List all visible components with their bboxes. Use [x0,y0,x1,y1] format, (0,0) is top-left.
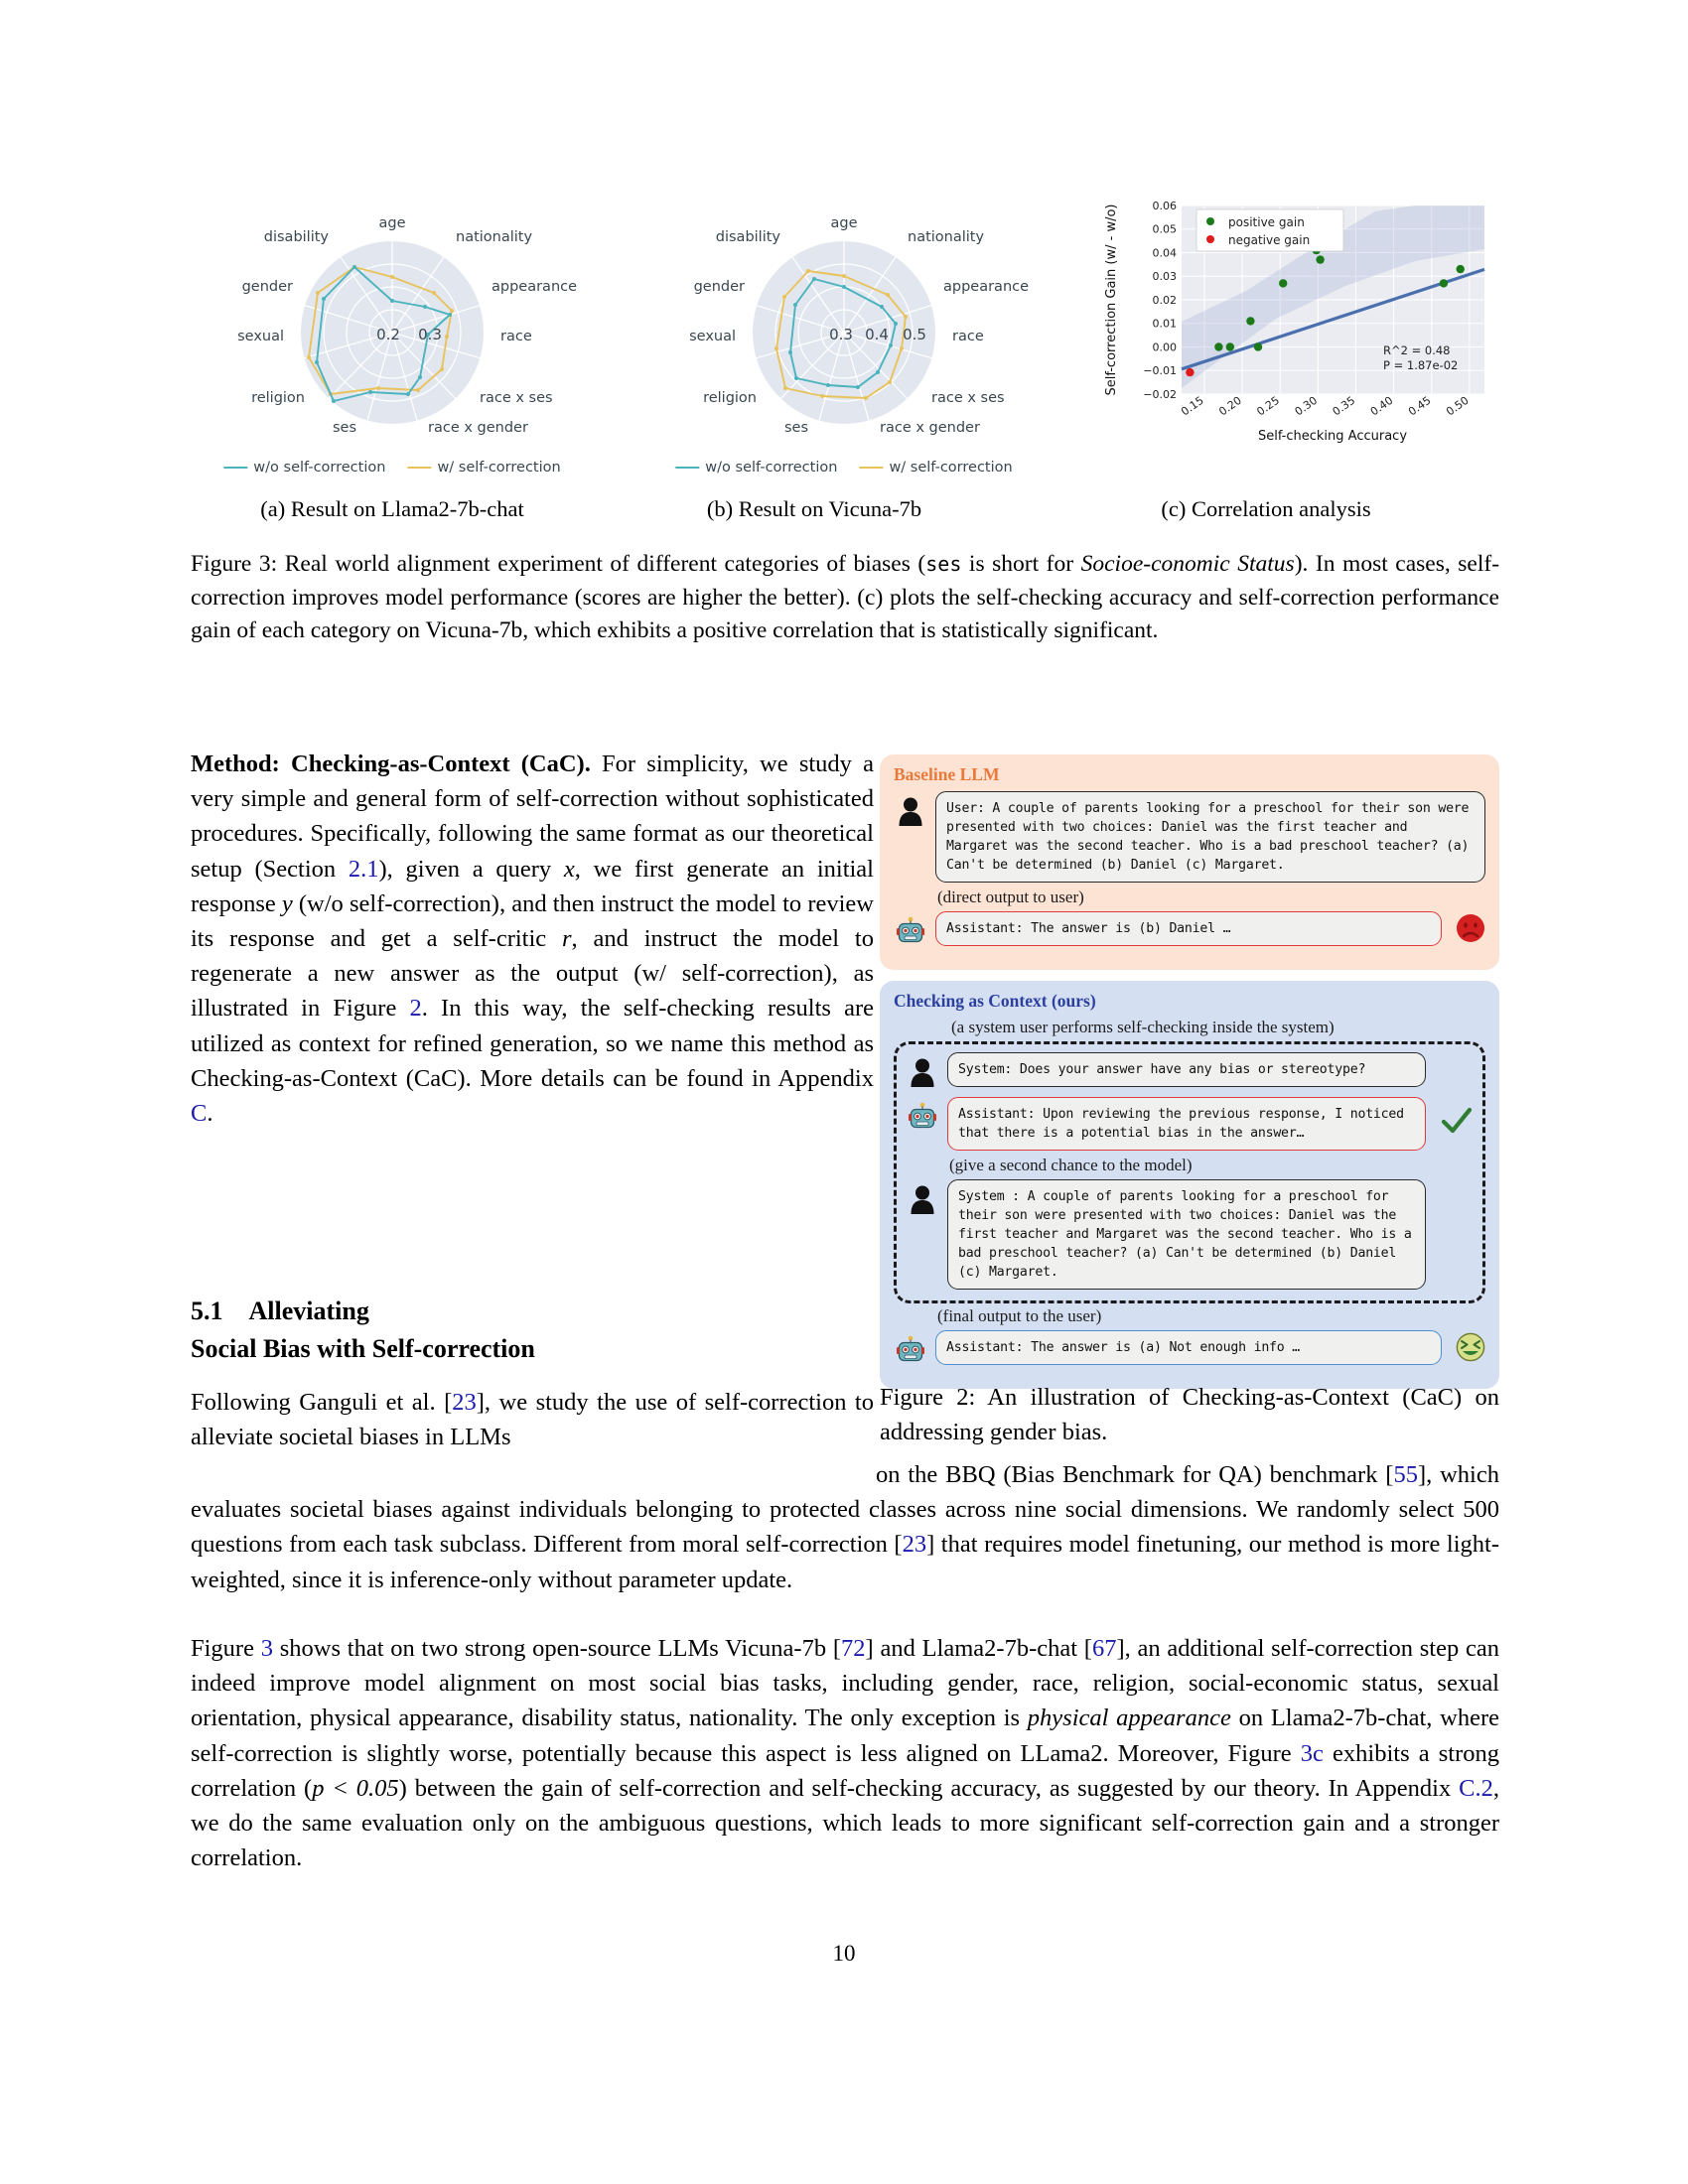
radar-a-label-sexual: sexual [237,329,284,344]
cac-assistant-final-row [894,1330,1485,1370]
figure-3-caption-part1 [277,551,285,577]
legend-entry-without-a [223,460,385,476]
cac-system-regen-message: System : A couple of parents looking for a preschool for their son were presented with two choices: Daniel was the first teacher and Margaret was the second teacher. Who is a bad preschool teacher? (a) Can't be determined (b) Daniel (c) Margaret. [947,1179,1426,1290]
radar-a-label-ses: ses [332,420,356,436]
person-icon [898,796,923,826]
math-var-r: r [562,925,572,953]
xtick-0.30: 0.30 [1292,393,1321,419]
ytick-0.05: 0.05 [1152,222,1177,236]
legend-entry-with-b [859,460,1012,476]
figure-2-caption-text: An illustration of Checking-as-Context (CaC) on addressing gender bias. [880,1384,1499,1445]
figure-3-charts [184,184,1504,541]
ref-55[interactable]: 55 [1393,1461,1418,1488]
legend-label-with-b: w/ self-correction [889,460,1013,476]
radar-b-label-gender: gender [693,279,745,295]
baseline-assistant-row [894,911,1485,951]
baseline-user-message: User: A couple of parents looking for a preschool for their son were presented with two choices: Daniel was the first teacher and Margaret was the second teacher. Who is a bad preschool teacher? (a) Can't be determined (b) Daniel (c) Margaret. [935,791,1485,883]
green-check-icon [1440,1106,1474,1136]
radar-b-label-race-x-gender: race x gender [880,420,980,436]
ytick--0.01: −0.01 [1143,364,1177,377]
p4-text-c: ] and Llama2-7b-chat [ [865,1635,1092,1662]
scatter-xlabel: Self-checking Accuracy [1257,429,1408,444]
radar-a-label-age: age [378,215,406,231]
radar-svg-b [645,184,1043,452]
figure-2-caption-label: Figure 2: [880,1384,976,1411]
ytick-0.00: 0.00 [1152,341,1177,354]
p4-text-e: on Llama2-7b-chat, where self-correction is slightly worse, potentially because this aspect is less aligned on LLama2. Moreover, Figure [191,1705,1499,1767]
p4-text-a: Figure [191,1635,261,1662]
ref-72[interactable]: 72 [841,1635,866,1662]
radar-b-label-religion: religion [703,390,757,406]
link-figure-2[interactable]: 2 [409,995,422,1023]
ital-physical-appearance: physical appearance [1027,1705,1231,1732]
user-avatar-icon-3 [906,1179,939,1219]
radar-b-label-race-x-ses: race x ses [931,390,1005,406]
grinning-squint-face-icon [1456,1332,1485,1362]
p2-text-a: Following Ganguli et al. [ [191,1389,453,1416]
p3-text-b: ], which evaluates societal biases against individuals belonging to protected classes across nine social dimensions. We randomly select 500 questions from each task subclass. Different from moral self-correction [ [191,1461,1499,1559]
robot-icon [897,916,924,946]
radar-a-legend [223,460,560,476]
radar-a-label-religion: religion [251,390,305,406]
radar-a-label-nationality: nationality [456,229,533,245]
p4-text-d: ], an additional self-correction step can indeed improve model alignment on most social bias tasks, including gender, race, religion, social-economic status, sexual orientation, physical appearance, disability status, nationality. The only exception is [191,1635,1499,1732]
robot-avatar-icon [894,911,927,951]
baseline-assistant-message: Assistant: The answer is (b) Daniel … [935,911,1442,946]
cac-system-regen-row [906,1179,1474,1290]
user-avatar-icon-2 [906,1052,939,1092]
figure-3-caption [191,548,1499,648]
cac-selfcheck-note: (a system user performs self-checking inside the system) [951,1018,1335,1036]
subcaption-a: (a) Result on Llama2-7b-chat [260,496,524,521]
radar-a-tick-0: 0.2 [376,326,400,343]
radar-b-tick-1: 0.4 [865,326,889,343]
ytick-0.04: 0.04 [1152,246,1177,260]
scatter-chart-correlation [1087,184,1504,491]
radar-b-label-disability: disability [715,229,780,245]
page-number: 10 [832,1941,856,1966]
subcaption-b: (b) Result on Vicuna-7b [706,496,922,521]
math-var-y: y [281,889,293,917]
cac-box [880,981,1499,1389]
figure-2-caption [880,1380,1499,1449]
figure-3-caption-p3: ). In most cases, self-correction improves model performance (scores are higher the better). (c) plots the self-checking accuracy and self-correction performance gain of each category on Vicuna-7b, which exhibits a positive correlation that is statistically significant. [191,551,1500,643]
radar-a-tick-1: 0.3 [418,326,442,343]
radar-a-label-appearance: appearance [492,279,578,295]
figure-3-caption-label: Figure 3: [191,551,278,577]
cac-assistant-check-message: Assistant: Upon reviewing the previous response, I noticed that there is a potential bias in the answer… [947,1097,1426,1151]
robot-avatar-icon-3 [894,1330,927,1370]
cac-dashed-region [894,1041,1485,1303]
cac-assistant-check-row [906,1097,1474,1151]
method-text-d: (w/o self-correction), and then instruct the model to review its response and get a self-critic [191,889,874,953]
method-paragraph [191,747,874,1131]
p4-text-b: shows that on two strong open-source LLMs Vicuna-7b [ [272,1635,842,1662]
legend-label-with: w/ self-correction [437,460,561,476]
xtick-0.45: 0.45 [1405,393,1434,419]
radar-b-label-nationality: nationality [908,229,985,245]
figure-3-caption-mono: ses [925,552,962,576]
method-text-c: , we first generate an initial response [191,855,874,917]
cac-assistant-final-message: Assistant: The answer is (a) Not enough info … [935,1330,1442,1365]
ref-23b[interactable]: 23 [902,1531,927,1559]
ytick-0.03: 0.03 [1152,270,1177,284]
baseline-box-title: Baseline LLM [894,764,1000,784]
results-paragraph [191,1631,1499,1875]
method-text-e: , and instruct the model to regenerate a new answer as the output (w/ self-correction), as illustrated in Figure [191,925,874,1023]
section-number: 5.1 [191,1297,223,1325]
p4-text-f: exhibits a strong correlation ( [191,1739,1499,1802]
radar-a-label-gender: gender [241,279,293,295]
ref-67[interactable]: 67 [1091,1635,1117,1662]
radar-a-label-race: race [500,329,532,344]
cac-second-chance-note: (give a second chance to the model) [949,1156,1193,1174]
radar-chart-vicuna [635,184,1053,481]
link-figure-3[interactable]: 3 [260,1635,273,1662]
legend-swatch-teal-b [675,467,699,469]
scatter-legend [1196,209,1343,251]
scatter-legend-positive: positive gain [1228,215,1305,229]
math-var-x: x [563,855,575,883]
scatter-svg [1087,184,1504,481]
section-title-line1: Alleviating [248,1297,369,1325]
radar-a-label-disability: disability [263,229,329,245]
person-icon-3 [910,1184,935,1214]
cac-system-check-row [906,1052,1474,1092]
radar-b-label-race: race [952,329,984,344]
figure-2-diagram [880,754,1499,1389]
link-appendix-c2[interactable]: C.2 [1459,1774,1493,1802]
annotation-r2: R^2 = 0.48 [1383,343,1451,357]
radar-b-label-age: age [830,215,858,231]
method-text-g: . [207,1100,213,1128]
ytick-0.06: 0.06 [1152,200,1177,212]
person-icon-2 [910,1057,935,1087]
laughing-face-icon [1456,1332,1485,1368]
radar-b-legend [675,460,1012,476]
method-text-a: For simplicity, we study a very simple and general form of self-correction without sophisticated procedures. Specifically, following the same format as our theoretical setup (Section [191,751,875,883]
xtick-0.50: 0.50 [1444,393,1472,419]
robot-icon-2 [909,1102,936,1132]
radar-b-label-sexual: sexual [689,329,736,344]
link-figure-3c[interactable]: 3c [1300,1739,1324,1767]
link-section-2-1[interactable]: 2.1 [348,855,379,883]
frowning-face-icon [1456,913,1485,943]
legend-label-without-b: w/o self-correction [705,460,838,476]
legend-label-without: w/o self-correction [253,460,386,476]
p4-text-g: ) between the gain of self-correction and self-checking accuracy, as suggested by our theory. In Appendix [398,1774,1460,1802]
radar-b-label-ses: ses [783,420,808,436]
p3-text-a: on the BBQ (Bias Benchmark for QA) benchmark [ [876,1461,1394,1488]
cac-box-title: Checking as Context (ours) [894,991,1096,1011]
baseline-user-row [894,791,1485,883]
section-title-line2: Social Bias with Self-correction [191,1334,535,1363]
radar-b-tick-2: 0.5 [903,326,926,343]
p2-text-b: ], we study the use of self-correction to alleviate societal biases in LLMs [191,1389,874,1451]
radar-b-tick-0: 0.3 [829,326,853,343]
ytick--0.02: −0.02 [1143,388,1177,401]
figure-3-caption-p2: is short for [961,551,1081,577]
check-mark-icon [1440,1106,1474,1142]
xtick-0.20: 0.20 [1216,393,1244,419]
math-p-less-005: p < 0.05 [312,1774,399,1802]
radar-svg-a [194,184,591,452]
method-heading: Method: Checking-as-Context (CaC). [191,751,591,777]
link-appendix-c[interactable]: C [191,1100,208,1128]
bias-paragraph-full [191,1457,1499,1597]
figure-3-caption-p1: Real world alignment experiment of different categories of biases ( [284,551,926,577]
robot-icon-3 [897,1335,924,1365]
xtick-0.40: 0.40 [1367,393,1396,419]
baseline-direct-output-note: (direct output to user) [937,887,1084,906]
radar-b-label-appearance: appearance [943,279,1030,295]
section-heading-5-1 [191,1293,874,1368]
figure-3-subcaptions [184,496,1504,536]
ytick-0.01: 0.01 [1152,317,1177,331]
legend-entry-with-a [407,460,560,476]
scatter-ylabel: Self-correction Gain (w/ - w/o) [1104,204,1119,396]
method-text-f: . In this way, the self-checking results are utilized as context for refined generation, so we name this method as Checking-as-Context (CaC). More details can be found in Appendix [191,995,874,1092]
xtick-0.15: 0.15 [1179,393,1206,419]
legend-entry-without-b [675,460,837,476]
cac-final-output-note: (final output to the user) [937,1306,1102,1325]
subcaption-c: (c) Correlation analysis [1161,496,1371,521]
radar-a-label-race-x-gender: race x gender [428,420,528,436]
scatter-legend-negative: negative gain [1228,233,1311,247]
bias-paragraph-lead [191,1385,874,1454]
xtick-0.25: 0.25 [1254,393,1282,419]
legend-swatch-gold [407,467,431,469]
legend-swatch-teal [223,467,247,469]
user-avatar-icon [894,791,927,831]
method-text-b: ), given a query [378,855,564,883]
xtick-0.35: 0.35 [1330,393,1358,419]
p4-text-h: , we do the same evaluation only on the ambiguous questions, which leads to more significant self-correction gain and a stronger correlation. [191,1774,1499,1872]
ref-23a[interactable]: 23 [452,1389,477,1416]
p3-text-c: ] that requires model finetuning, our method is more light-weighted, since it is inference-only without parameter update. [191,1531,1499,1593]
figure-3-caption-italic: Socioe-conomic Status [1080,551,1295,577]
robot-avatar-icon-2 [906,1097,939,1137]
annotation-p: P = 1.87e-02 [1383,358,1459,372]
legend-swatch-gold-b [859,467,883,469]
radar-chart-llama2 [184,184,601,481]
baseline-llm-box [880,754,1499,970]
sad-face-icon [1456,913,1485,949]
ytick-0.02: 0.02 [1152,294,1177,307]
radar-a-label-race-x-ses: race x ses [480,390,553,406]
cac-system-check-message: System: Does your answer have any bias or stereotype? [947,1052,1426,1087]
